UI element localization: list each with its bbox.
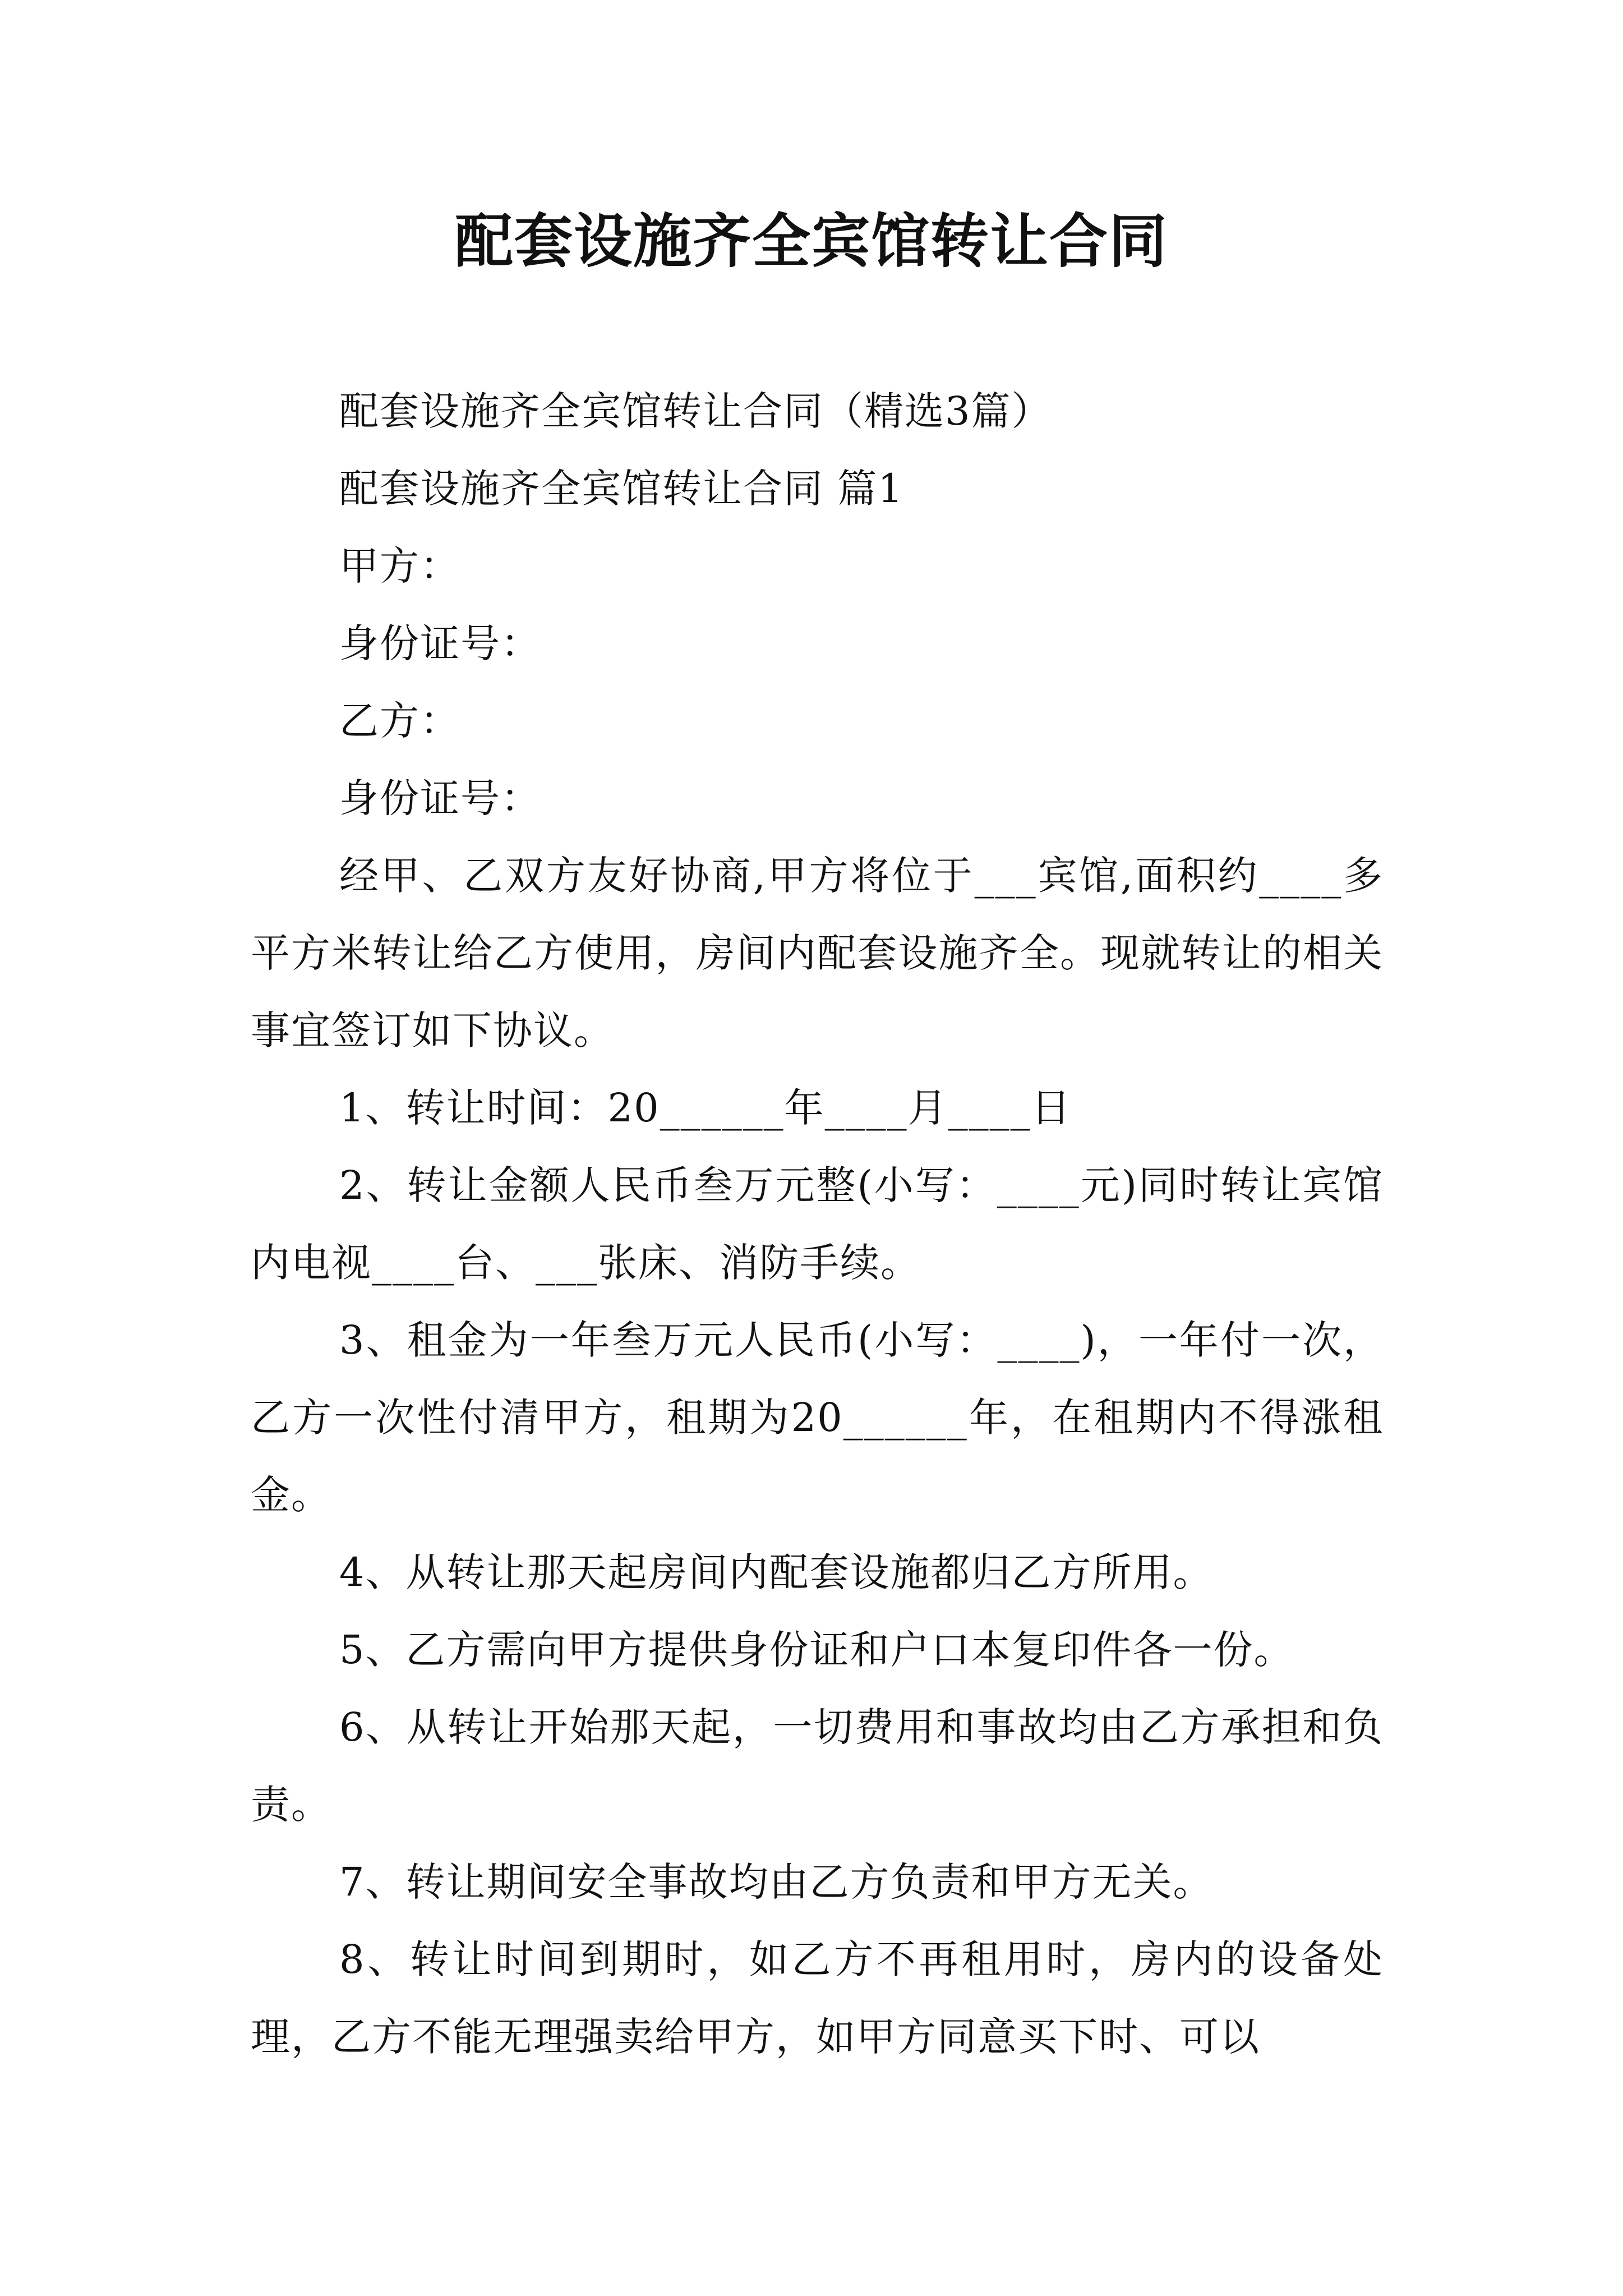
paragraph-intro: 经甲、乙双方友好协商,甲方将位于___宾馆,面积约____多平方米转让给乙方使用，房间内配套设施齐全。现就转让的相关事宜签订如下协议。 [251, 853, 1384, 1053]
clause-3: 3、租金为一年叁万元人民币(小写：____)，一年付一次，乙方一次性付清甲方，租期为20______年，在租期内不得涨租金。 [251, 1317, 1384, 1518]
clause-6: 6、从转让开始那天起，一切费用和事故均由乙方承担和负责。 [251, 1704, 1384, 1828]
clause-8: 8、转让时间到期时，如乙方不再租用时，房内的设备处理，乙方不能无理强卖给甲方，如甲方同意买下时、可以 [251, 1936, 1384, 2060]
document-body [251, 372, 1384, 2076]
paragraph-subtitle: 配套设施齐全宾馆转让合同（精选3篇） [339, 388, 1052, 434]
clause-7: 7、转让期间安全事故均由乙方负责和甲方无关。 [339, 1859, 1214, 1905]
paragraph-section-heading: 配套设施齐全宾馆转让合同 篇1 [339, 466, 904, 512]
paragraph-party-b-id: 身份证号： [339, 775, 541, 821]
clause-2: 2、转让金额人民币叁万元整(小写：____元)同时转让宾馆内电视____台、___张床、消防手续。 [251, 1162, 1384, 1286]
paragraph-party-a-id: 身份证号： [339, 620, 541, 666]
clause-4: 4、从转让那天起房间内配套设施都归乙方所用。 [339, 1549, 1214, 1595]
document-title: 配套设施齐全宾馆转让合同 [454, 207, 1168, 275]
clause-5: 5、乙方需向甲方提供身份证和户口本复印件各一份。 [339, 1627, 1294, 1673]
clause-1: 1、转让时间：20______年____月____日 [339, 1085, 1072, 1131]
paragraph-party-a: 甲方： [339, 543, 460, 589]
paragraph-party-b: 乙方： [339, 698, 460, 744]
